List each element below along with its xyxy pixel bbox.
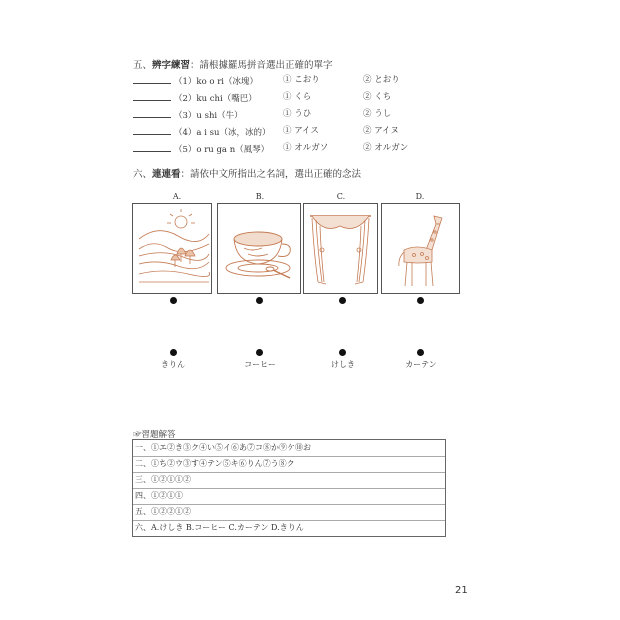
answer-divider <box>133 520 445 521</box>
match-dot-top-a[interactable] <box>170 297 177 304</box>
option-2[interactable]: ② くち <box>363 92 392 102</box>
curtain-illustration <box>304 204 377 293</box>
question-romaji: ku chi <box>196 94 223 104</box>
answers-box <box>132 439 446 537</box>
question-row <box>133 142 269 154</box>
letter-a: A. <box>172 192 182 201</box>
question-num: （2） <box>174 94 197 104</box>
question-row <box>133 125 270 137</box>
answers-title: ☞習題解答 <box>133 430 176 440</box>
letter-c: C. <box>336 192 346 201</box>
answer-blank[interactable] <box>133 125 171 135</box>
page-number: 21 <box>455 585 468 596</box>
answer-blank[interactable] <box>133 74 171 84</box>
match-dot-top-b[interactable] <box>256 297 263 304</box>
coffee-illustration <box>218 204 300 293</box>
picture-giraffe <box>381 203 460 294</box>
landscape-illustration <box>133 204 211 293</box>
question-meaning: （冰，冰的） <box>219 128 271 138</box>
question-romaji: u shi <box>196 111 218 121</box>
match-dot-top-c[interactable] <box>339 297 346 304</box>
option-2[interactable]: ② オルガン <box>363 143 409 153</box>
question-row <box>133 91 257 103</box>
question-row <box>133 74 258 86</box>
question-romaji: o ru ga n <box>196 145 236 155</box>
answer-blank[interactable] <box>133 91 171 101</box>
word-curtain: カーテン <box>405 360 437 369</box>
word-keshiki: けしき <box>331 360 355 369</box>
match-dot-top-d[interactable] <box>417 297 424 304</box>
section6-title: 六、連連看：請依中文所指出之名詞，選出正確的念法 <box>133 169 362 180</box>
answer-blank[interactable] <box>133 108 171 118</box>
word-kirin: きりん <box>161 360 185 369</box>
question-romaji: ko o ri <box>196 77 224 87</box>
letter-b: B. <box>255 192 265 201</box>
question-num: （3） <box>174 111 197 121</box>
option-2[interactable]: ② うし <box>363 109 392 119</box>
answer-divider <box>133 456 445 457</box>
question-meaning: （嘴巴） <box>222 94 257 104</box>
answer-line-6: 六、A.けしき B.コーヒー C.カーテン D.きりん <box>135 523 304 532</box>
match-dot-bottom-1[interactable] <box>170 349 177 356</box>
word-coffee: コーヒー <box>244 360 276 369</box>
answer-line-5: 五、①②②①② <box>135 507 191 516</box>
picture-curtain <box>303 203 378 294</box>
option-1[interactable]: ① オルガソ <box>283 143 329 153</box>
match-dot-bottom-2[interactable] <box>256 349 263 356</box>
question-meaning: （冰塊） <box>224 77 259 87</box>
question-meaning: （風琴） <box>235 145 270 155</box>
answer-line-4: 四、①②①① <box>135 491 183 500</box>
section5-title: 五、辨字練習：請根據羅馬拼音選出正確的單字 <box>133 60 333 71</box>
letter-d: D. <box>415 192 425 201</box>
answer-divider <box>133 488 445 489</box>
question-num: （4） <box>174 128 197 138</box>
answer-divider <box>133 472 445 473</box>
option-1[interactable]: ① こおり <box>283 75 320 85</box>
answer-blank[interactable] <box>133 142 171 152</box>
question-romaji: a i su <box>196 128 220 138</box>
answer-line-2: 二、①ち②ウ③す④テン⑤キ⑥りん⑦う⑧ク <box>135 459 295 468</box>
option-1[interactable]: ① くら <box>283 92 312 102</box>
option-1[interactable]: ① アイス <box>283 126 319 136</box>
question-row <box>133 108 243 120</box>
option-2[interactable]: ② アイヌ <box>363 126 399 136</box>
option-2[interactable]: ② とおり <box>363 75 400 85</box>
question-num: （1） <box>174 77 197 87</box>
answer-line-3: 三、①②①①② <box>135 475 191 484</box>
picture-landscape <box>132 203 212 294</box>
question-num: （5） <box>174 145 197 155</box>
match-dot-bottom-4[interactable] <box>417 349 424 356</box>
option-1[interactable]: ① うひ <box>283 109 312 119</box>
question-meaning: （牛） <box>217 111 243 121</box>
match-dot-bottom-3[interactable] <box>339 349 346 356</box>
giraffe-illustration <box>382 204 459 293</box>
answer-divider <box>133 504 445 505</box>
picture-coffee <box>217 203 301 294</box>
answer-line-1: 一、①エ②き③ク④い⑤イ⑥あ⑦コ⑧か⑨ケ⑩お <box>135 443 311 452</box>
